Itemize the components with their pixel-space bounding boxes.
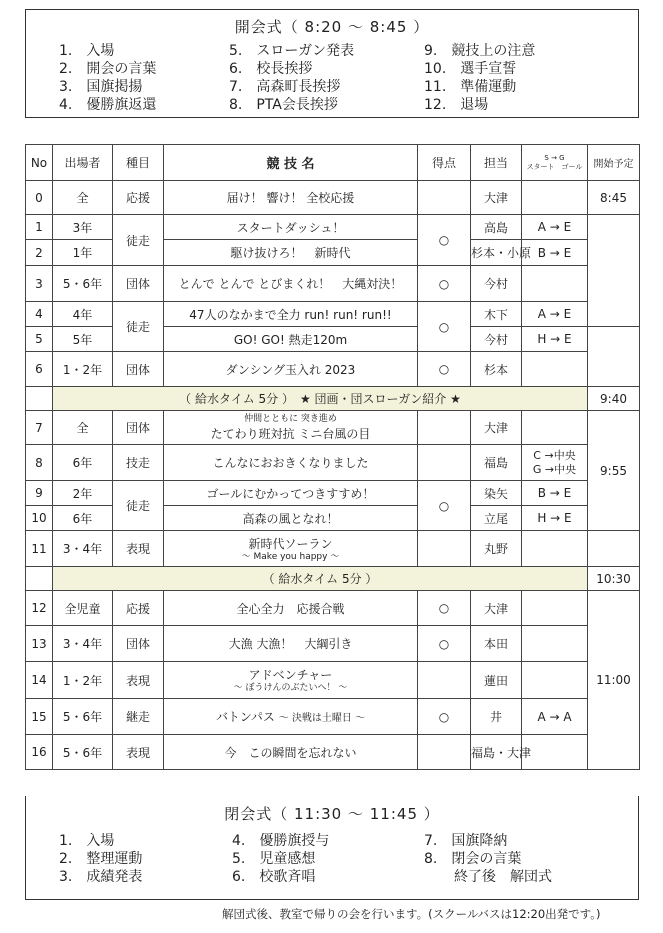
break-text: （ 給水タイム 5分 ） ★ 団画・団スローガン紹介 ★ bbox=[53, 387, 588, 411]
header-event: 競 技 名 bbox=[164, 145, 418, 181]
cell-participants: 1・2年 bbox=[53, 352, 113, 387]
cell-no: 6 bbox=[26, 352, 53, 387]
table-row bbox=[26, 411, 640, 445]
cell-score bbox=[418, 411, 471, 445]
cell-no: 5 bbox=[26, 327, 53, 352]
cell-sg bbox=[522, 531, 588, 567]
cell-sg bbox=[522, 266, 588, 302]
cell-participants: 5年 bbox=[53, 327, 113, 352]
cell-person: 福島 bbox=[471, 445, 522, 481]
table-header-row bbox=[26, 145, 640, 181]
cell-sg bbox=[522, 445, 588, 481]
cell-score: ○ bbox=[418, 266, 471, 302]
cell-person: 大津 bbox=[471, 411, 522, 445]
closing-item: 8. 閉会の言葉 bbox=[424, 851, 522, 867]
cell-category: 団体 bbox=[113, 626, 164, 662]
cell-category: 徒走 bbox=[113, 481, 164, 531]
event-title: アドベンチャー bbox=[248, 668, 333, 682]
cell-participants: 6年 bbox=[53, 506, 113, 531]
event-title: たてわり班対抗 ミニ台風の目 bbox=[210, 426, 371, 441]
cell-category: 団体 bbox=[113, 411, 164, 445]
sg-line: G →中央 bbox=[532, 462, 577, 476]
break-row bbox=[26, 387, 640, 411]
cell-participants: 5・6年 bbox=[53, 735, 113, 770]
table-row bbox=[26, 481, 640, 506]
table-row bbox=[26, 445, 640, 481]
cell-event: 駆け抜けろ！ 新時代 bbox=[164, 240, 418, 266]
cell-no: 13 bbox=[26, 626, 53, 662]
cell-participants: 3・4年 bbox=[53, 531, 113, 567]
cell-sg bbox=[522, 352, 588, 387]
closing-title: 閉会式（ 11:30 〜 11:45 ） bbox=[224, 805, 440, 823]
cell-time: 8:45 bbox=[588, 181, 640, 215]
cell-category: 団体 bbox=[113, 352, 164, 387]
closing-item: 3. 成績発表 bbox=[59, 869, 143, 885]
table-row bbox=[26, 181, 640, 215]
closing-item: 1. 入場 bbox=[59, 833, 115, 849]
table-row bbox=[26, 662, 640, 699]
cell-score: ○ bbox=[418, 591, 471, 626]
closing-item: 7. 国旗降納 bbox=[424, 833, 508, 849]
opening-item: 2. 開会の言葉 bbox=[59, 61, 157, 77]
opening-ceremony-box bbox=[25, 9, 639, 118]
cell-time bbox=[588, 531, 640, 567]
opening-title: 開会式（ 8:20 〜 8:45 ） bbox=[234, 18, 430, 36]
cell-person: 杉本 bbox=[471, 352, 522, 387]
cell-category: 表現 bbox=[113, 735, 164, 770]
cell-category: 応援 bbox=[113, 181, 164, 215]
cell-sg: A → A bbox=[522, 699, 588, 735]
cell-sg: H → E bbox=[522, 506, 588, 531]
cell-no: 14 bbox=[26, 662, 53, 699]
cell-no: 4 bbox=[26, 302, 53, 327]
cell-person: 木下 bbox=[471, 302, 522, 327]
cell-sg: H → E bbox=[522, 327, 588, 352]
header-time: 開始予定 bbox=[588, 145, 640, 181]
cell-sg bbox=[522, 626, 588, 662]
event-title: 新時代ソーラン bbox=[248, 536, 333, 551]
cell-sg: B → E bbox=[522, 481, 588, 506]
cell-event: こんなにおおきくなりました bbox=[164, 445, 418, 481]
cell-category: 徒走 bbox=[113, 302, 164, 352]
cell-no: 11 bbox=[26, 531, 53, 567]
cell-participants: 全 bbox=[53, 181, 113, 215]
table-row bbox=[26, 215, 640, 240]
opening-item: 1. 入場 bbox=[59, 43, 115, 59]
cell-person: 立尾 bbox=[471, 506, 522, 531]
break-empty-cell bbox=[26, 387, 53, 411]
cell-participants: 4年 bbox=[53, 302, 113, 327]
cell-event: とんで とんで とびまくれ！ 大縄対決！ bbox=[164, 266, 418, 302]
cell-person: 大津 bbox=[471, 591, 522, 626]
break-empty-cell bbox=[26, 567, 53, 591]
closing-item: 終了後 解団式 bbox=[454, 869, 552, 885]
sg-line: C →中央 bbox=[533, 448, 576, 462]
header-sg-bottom: スタート ゴール bbox=[526, 162, 583, 171]
cell-no: 0 bbox=[26, 181, 53, 215]
cell-person: 福島・大津 bbox=[471, 735, 522, 770]
closing-ceremony-box bbox=[25, 796, 639, 900]
cell-person: 今村 bbox=[471, 266, 522, 302]
closing-item: 6. 校歌斉唱 bbox=[232, 869, 316, 885]
cell-participants: 全児童 bbox=[53, 591, 113, 626]
cell-participants: 5・6年 bbox=[53, 266, 113, 302]
cell-sg bbox=[522, 662, 588, 699]
cell-time: 11:00 bbox=[588, 591, 640, 770]
cell-score: ○ bbox=[418, 302, 471, 352]
cell-score bbox=[418, 662, 471, 699]
header-sg-top: S → G bbox=[544, 153, 565, 162]
cell-participants: 1・2年 bbox=[53, 662, 113, 699]
cell-no: 3 bbox=[26, 266, 53, 302]
header-no: No bbox=[26, 145, 53, 181]
closing-item: 5. 児童感想 bbox=[232, 851, 316, 867]
cell-event bbox=[164, 531, 418, 567]
cell-event bbox=[164, 662, 418, 699]
table-row bbox=[26, 735, 640, 770]
cell-event: ダンシング玉入れ 2023 bbox=[164, 352, 418, 387]
cell-score bbox=[418, 181, 471, 215]
cell-event: スタートダッシュ！ bbox=[164, 215, 418, 240]
cell-no: 15 bbox=[26, 699, 53, 735]
cell-score: ○ bbox=[418, 699, 471, 735]
cell-participants: 6年 bbox=[53, 445, 113, 481]
header-category: 種目 bbox=[113, 145, 164, 181]
break-text: （ 給水タイム 5分 ） bbox=[53, 567, 588, 591]
opening-item: 6. 校長挨拶 bbox=[229, 61, 313, 77]
cell-event: 47人のなかまで全力 run! run! run!! bbox=[164, 302, 418, 327]
program-table bbox=[25, 144, 640, 770]
break-time: 10:30 bbox=[588, 567, 640, 591]
cell-event: 大漁 大漁！ 大綱引き bbox=[164, 626, 418, 662]
cell-participants: 3・4年 bbox=[53, 626, 113, 662]
header-score: 得点 bbox=[418, 145, 471, 181]
cell-category: 団体 bbox=[113, 266, 164, 302]
opening-item: 9. 競技上の注意 bbox=[424, 43, 536, 59]
cell-person: 井 bbox=[471, 699, 522, 735]
cell-person: 染矢 bbox=[471, 481, 522, 506]
cell-category: 応援 bbox=[113, 591, 164, 626]
closing-item: 2. 整理運動 bbox=[59, 851, 143, 867]
cell-category: 徒走 bbox=[113, 215, 164, 266]
event-title: バトンパス bbox=[215, 710, 275, 724]
cell-category: 技走 bbox=[113, 445, 164, 481]
cell-no: 12 bbox=[26, 591, 53, 626]
opening-item: 4. 優勝旗返還 bbox=[59, 97, 157, 113]
cell-event: 全心全力 応援合戦 bbox=[164, 591, 418, 626]
cell-person: 大津 bbox=[471, 181, 522, 215]
cell-event: 高森の風となれ！ bbox=[164, 506, 418, 531]
cell-sg: B → E bbox=[522, 240, 588, 266]
cell-time bbox=[588, 215, 640, 327]
cell-category: 継走 bbox=[113, 699, 164, 735]
cell-no: 2 bbox=[26, 240, 53, 266]
cell-no: 10 bbox=[26, 506, 53, 531]
opening-item: 11. 準備運動 bbox=[424, 79, 517, 95]
cell-score: ○ bbox=[418, 481, 471, 531]
table-row bbox=[26, 352, 640, 387]
table-row bbox=[26, 591, 640, 626]
table-row bbox=[26, 266, 640, 302]
cell-score bbox=[418, 531, 471, 567]
event-subtitle: 〜 Make you happy 〜 bbox=[241, 551, 340, 562]
cell-sg bbox=[522, 181, 588, 215]
event-subtitle: 仲間とともに 突き進め bbox=[244, 413, 337, 424]
cell-person: 本田 bbox=[471, 626, 522, 662]
closing-item: 4. 優勝旗授与 bbox=[232, 833, 330, 849]
event-subtitle: 〜 決戦は土曜日 〜 bbox=[278, 713, 366, 724]
cell-person: 高島 bbox=[471, 215, 522, 240]
cell-score bbox=[418, 445, 471, 481]
opening-item: 10. 選手宣誓 bbox=[424, 61, 517, 77]
footer-note: 解団式後、教室で帰りの会を行います。(スクールバスは12:20出発です。) bbox=[222, 907, 601, 921]
break-time: 9:40 bbox=[588, 387, 640, 411]
cell-no: 16 bbox=[26, 735, 53, 770]
cell-participants: 5・6年 bbox=[53, 699, 113, 735]
cell-time: 9:55 bbox=[588, 411, 640, 531]
cell-no: 8 bbox=[26, 445, 53, 481]
cell-participants: 2年 bbox=[53, 481, 113, 506]
cell-event bbox=[164, 411, 418, 445]
cell-score: ○ bbox=[418, 626, 471, 662]
header-person: 担当 bbox=[471, 145, 522, 181]
cell-sg bbox=[522, 411, 588, 445]
cell-participants: 1年 bbox=[53, 240, 113, 266]
opening-item: 8. PTA会長挨拶 bbox=[229, 97, 338, 113]
cell-person: 今村 bbox=[471, 327, 522, 352]
break-row bbox=[26, 567, 640, 591]
table-row bbox=[26, 626, 640, 662]
cell-sg: A → E bbox=[522, 302, 588, 327]
cell-no: 7 bbox=[26, 411, 53, 445]
cell-event: GO! GO! 熱走120m bbox=[164, 327, 418, 352]
cell-participants: 3年 bbox=[53, 215, 113, 240]
header-participants: 出場者 bbox=[53, 145, 113, 181]
cell-sg bbox=[522, 735, 588, 770]
cell-no: 9 bbox=[26, 481, 53, 506]
cell-participants: 全 bbox=[53, 411, 113, 445]
cell-category: 表現 bbox=[113, 531, 164, 567]
opening-item: 7. 高森町長挨拶 bbox=[229, 79, 341, 95]
cell-event: 届け！ 響け！ 全校応援 bbox=[164, 181, 418, 215]
cell-category: 表現 bbox=[113, 662, 164, 699]
opening-item: 3. 国旗掲揚 bbox=[59, 79, 143, 95]
cell-score: ○ bbox=[418, 352, 471, 387]
header-start-goal bbox=[522, 145, 588, 181]
cell-no: 1 bbox=[26, 215, 53, 240]
cell-sg bbox=[522, 591, 588, 626]
cell-person: 蓮田 bbox=[471, 662, 522, 699]
opening-item: 5. スローガン発表 bbox=[229, 43, 355, 59]
cell-person: 杉本・小原 bbox=[471, 240, 522, 266]
cell-sg: A → E bbox=[522, 215, 588, 240]
event-subtitle: 〜 ぼうけんのぶたいへ！ 〜 bbox=[233, 683, 348, 693]
opening-item: 12. 退場 bbox=[424, 97, 489, 113]
cell-event: ゴールにむかってつきすすめ！ bbox=[164, 481, 418, 506]
cell-score: ○ bbox=[418, 215, 471, 266]
table-row bbox=[26, 302, 640, 327]
cell-person: 丸野 bbox=[471, 531, 522, 567]
cell-event bbox=[164, 699, 418, 735]
cell-score bbox=[418, 735, 471, 770]
table-row bbox=[26, 699, 640, 735]
cell-event: 今 この瞬間を忘れない bbox=[164, 735, 418, 770]
table-row bbox=[26, 531, 640, 567]
